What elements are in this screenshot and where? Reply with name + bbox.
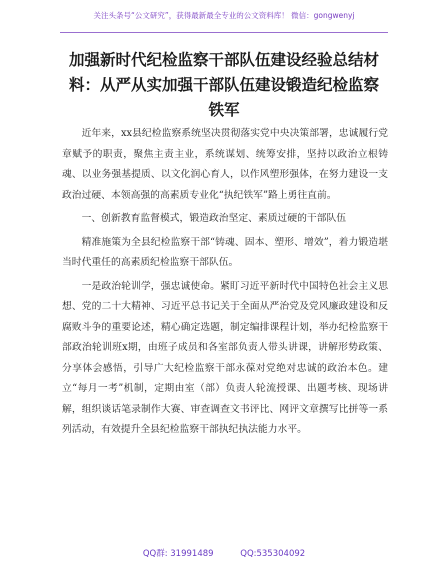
banner-divider — [60, 32, 388, 33]
point-one-paragraph: 一是政治轮训学，强忠诚使命。紧盯习近平新时代中国特色社会主义思想、党的二十大精神、习近平总书记关于全面从严治党及党风廉政建设和反腐败斗争的重要论述，精心确定选题，制定编排课程计划，举办纪检监察干部政治轮训班x期，由班子成员和各室部负责人带头讲课，讲解形势政策、分享体会感悟，引导广大纪检监察干部永葆对党绝对忠诚的政治本色。建立“每月一考”机制，定期由室（部）负责人轮流授课、出题考核、现场讲解，组织谈话笔录制作大赛、审查调查文书评比、网评文章撰写比拼等一系列活动，有效提升全县纪检监察干部执纪执法能力水平。 — [62, 280, 388, 435]
footer-contacts — [0, 547, 448, 559]
footer-qq-group: QQ群: 31991489 — [142, 549, 214, 559]
intro-paragraph: 近年来，xx县纪检监察系统坚决贯彻落实党中央决策部署，忠诚履行党章赋予的职责，聚焦主责主业，系统谋划、统筹安排，坚持以政治立根铸魂、以业务强基提质、以文化润心育人，以作风塑形强体，在努力建设一支政治过硬、本领高强的高素质专业化“执纪铁军”路上勇往直前。 — [62, 128, 388, 201]
section-lead-paragraph: 精准施策为全县纪检监察干部“铸魂、固本、塑形、增效”，着力锻造堪当时代重任的高素质纪检监察干部队伍。 — [62, 236, 388, 268]
top-banner — [0, 10, 448, 21]
footer-qq: QQ:535304092 — [240, 549, 306, 559]
section-heading: 一、创新教育监督模式，锻造政治坚定、素质过硬的干部队伍 — [81, 213, 347, 224]
document-title: 加强新时代纪检监察干部队伍建设经验总结材料：从严从实加强干部队伍建设锻造纪检监察铁军 — [68, 51, 379, 119]
banner-text: 关注头条号“公文研究”，获得最新最全专业的公文资料库！ 微信：gongwenyj — [93, 11, 355, 20]
document-body — [62, 124, 388, 444]
